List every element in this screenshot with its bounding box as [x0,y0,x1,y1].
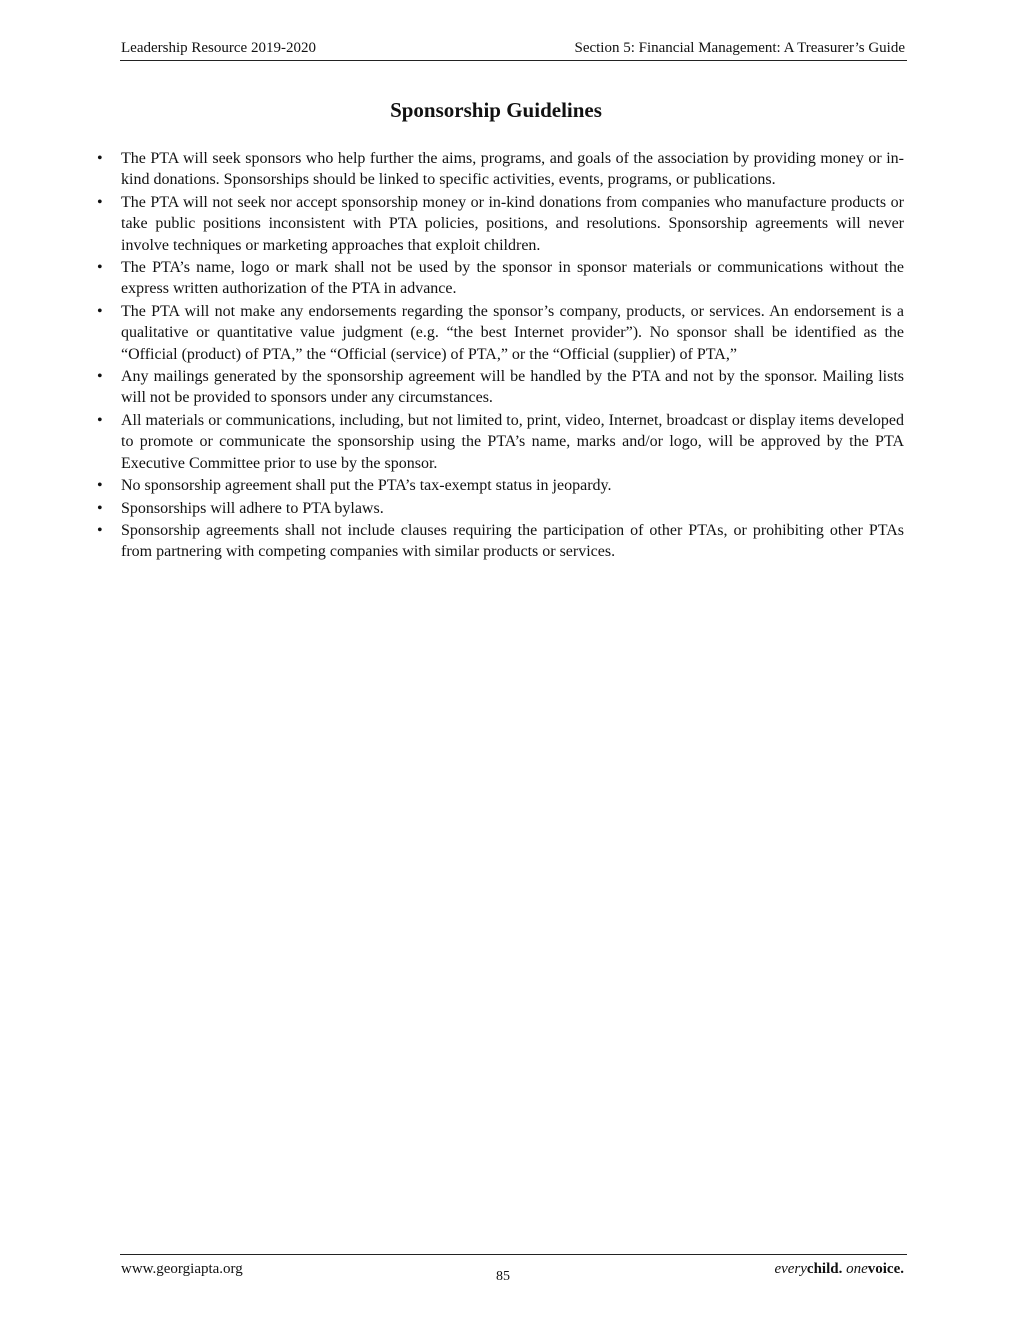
footer-tagline [774,1261,904,1278]
bullet-icon: • [97,499,103,517]
guidelines-list [95,148,904,563]
list-item-text: The PTA will not make any endorsements regarding the sponsor’s company, products, or services. An endorsement is a qualitative or quantitative value judgment (e.g. “the best Internet provider”). No sponsor shall be identified as the “Official (product) of PTA,” the “Official (service) of PTA,” or the “Official (supplier) of PTA,” [121,302,904,363]
list-item [95,301,904,365]
bullet-icon: • [97,521,103,539]
list-item [95,257,904,300]
bullet-icon: • [97,150,103,167]
tagline-voice: voice. [867,1261,904,1277]
bullet-icon: • [97,411,103,429]
list-item [95,498,904,519]
list-item [95,475,904,496]
list-item [95,366,904,409]
bullet-icon: • [97,302,103,320]
bullet-icon: • [97,259,103,277]
list-item-text: The PTA will seek sponsors who help further the aims, programs, and goals of the association by providing money or in-kind donations. Sponsorships should be linked to specific activities, events, programs, or publications. [121,150,904,189]
list-item-text: No sponsorship agreement shall put the PTA’s tax-exempt status in jeopardy. [121,477,612,495]
list-item [95,520,904,563]
bullet-icon: • [97,193,103,211]
page-header [120,38,907,61]
bullet-icon: • [97,368,103,386]
footer-url: www.georgiapta.org [121,1261,243,1277]
header-left-text: Leadership Resource 2019-2020 [121,40,316,56]
bullet-icon: • [97,477,103,495]
list-item-text: Any mailings generated by the sponsorship agreement will be handled by the PTA and not by the sponsor. Mailing lists will not be provided to sponsors under any circumstances. [121,368,904,407]
guidelines-content [95,148,904,564]
tagline-every: every [774,1261,807,1277]
list-item-text: The PTA will not seek nor accept sponsorship money or in-kind donations from companies who manufacture products or take public positions inconsistent with PTA policies, positions, and resolutions. Sponsorship agreements will never involve techniques or marketing approaches that exploit children. [121,193,904,254]
page-title: Sponsorship Guidelines [390,98,602,122]
list-item-text: The PTA’s name, logo or mark shall not be used by the sponsor in sponsor materials or communications without the express written authorization of the PTA in advance. [121,259,904,298]
list-item [95,148,904,191]
list-item [95,192,904,256]
list-item-text: Sponsorship agreements shall not include clauses requiring the participation of other PTAs, or prohibiting other PTAs from partnering with competing companies with similar products or services. [121,521,904,561]
header-right-text: Section 5: Financial Management: A Treasurer’s Guide [574,40,905,56]
list-item-text: Sponsorships will adhere to PTA bylaws. [121,499,384,517]
list-item [95,410,904,474]
tagline-one: one [846,1261,868,1277]
page-number: 85 [496,1269,510,1284]
page-footer [120,1254,907,1295]
list-item-text: All materials or communications, including, but not limited to, print, video, Internet, broadcast or display items developed to promote or communicate the sponsorship using the PTA’s name, marks and/or logo, will be approved by the PTA Executive Committee prior to use by the sponsor. [121,411,904,472]
tagline-child: child. [806,1261,843,1277]
